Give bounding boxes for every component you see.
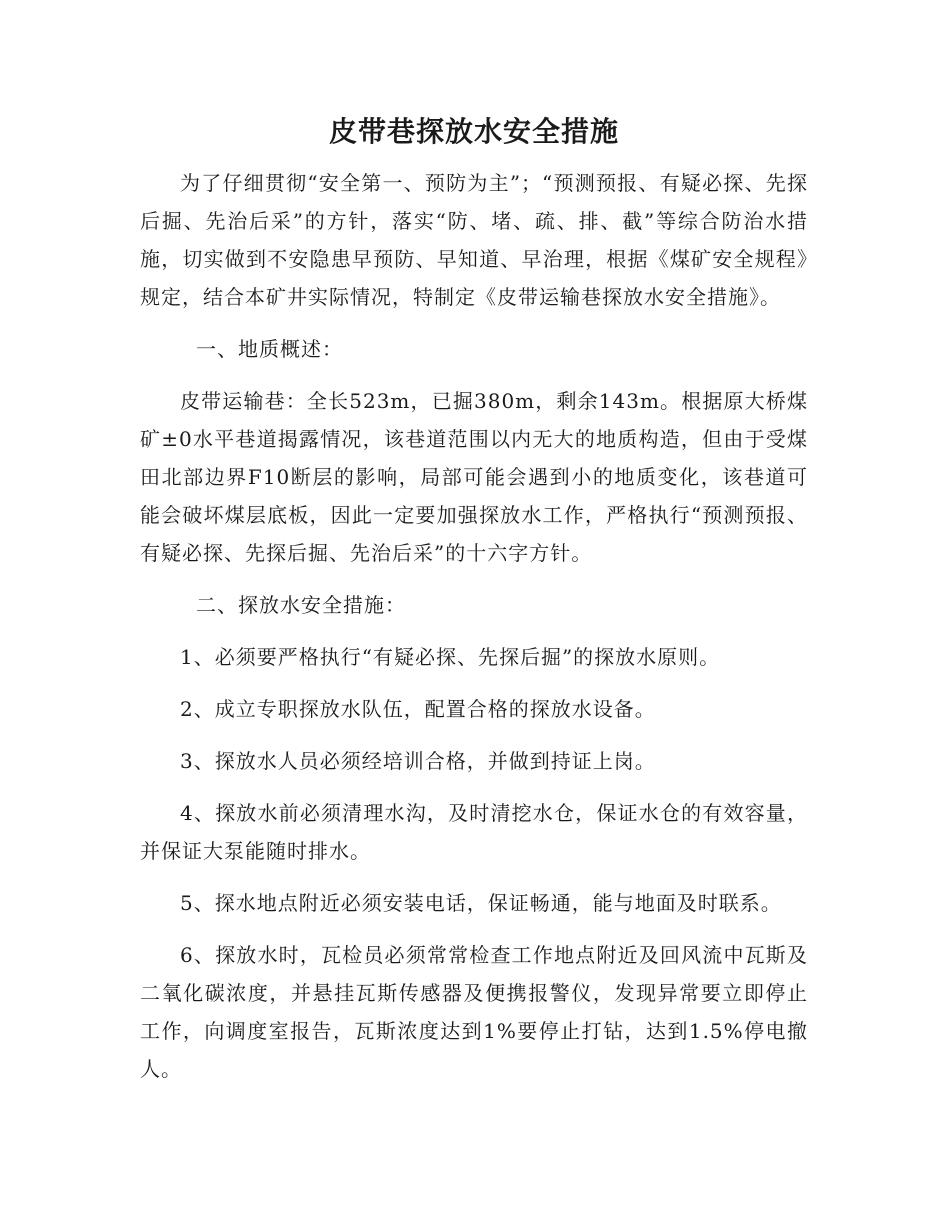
section-1-heading: 一、地质概述： <box>196 337 343 361</box>
measure-item-5: 5、探水地点附近必须安装电话，保证畅通，能与地面及时联系。 <box>180 891 782 915</box>
measure-item-1: 1、必须要严格执行“有疑必探、先探后掘”的探放水原则。 <box>180 645 721 669</box>
measure-item-4: 4、探放水前必须清理水沟，及时清挖水仓，保证水仓的有效容量，并保证大泵能随时排水。 <box>140 801 808 863</box>
section-1-body: 皮带运输巷：全长523m，已掘380m，剩余143m。根据原大桥煤矿±0水平巷道揭露情况，该巷道范围以内无大的地质构造，但由于受煤田北部边界F10断层的影响，局部可能会遇到小的地质变化，该巷道可能会破坏煤层底板，因此一定要加强探放水工作，严格执行“预测预报、有疑必探、先探后掘、先治后采”的十六字方针。 <box>140 389 808 565</box>
measure-item-3: 3、探放水人员必须经培训合格，并做到持证上岗。 <box>180 749 656 773</box>
intro-paragraph: 为了仔细贯彻“安全第一、预防为主”；“预测预报、有疑必探、先探后掘、先治后采”的方针，落实“防、堵、疏、排、截”等综合防治水措施，切实做到不安隐患早预防、早知道、早治理，根据《煤矿安全规程》规定，结合本矿井实际情况，特制定《皮带运输巷探放水安全措施》。 <box>140 171 808 309</box>
section-2-heading: 二、探放水安全措施： <box>196 593 406 617</box>
document-title: 皮带巷探放水安全措施 <box>328 115 619 148</box>
measure-item-6: 6、探放水时，瓦检员必须常常检查工作地点附近及回风流中瓦斯及二氧化碳浓度，并悬挂瓦斯传感器及便携报警仪，发现异常要立即停止工作，向调度室报告，瓦斯浓度达到1%要停止打钻，达到1.5%停电撤人。 <box>140 943 808 1081</box>
document-page <box>140 112 808 1102</box>
measure-item-2: 2、成立专职探放水队伍，配置合格的探放水设备。 <box>180 697 656 721</box>
